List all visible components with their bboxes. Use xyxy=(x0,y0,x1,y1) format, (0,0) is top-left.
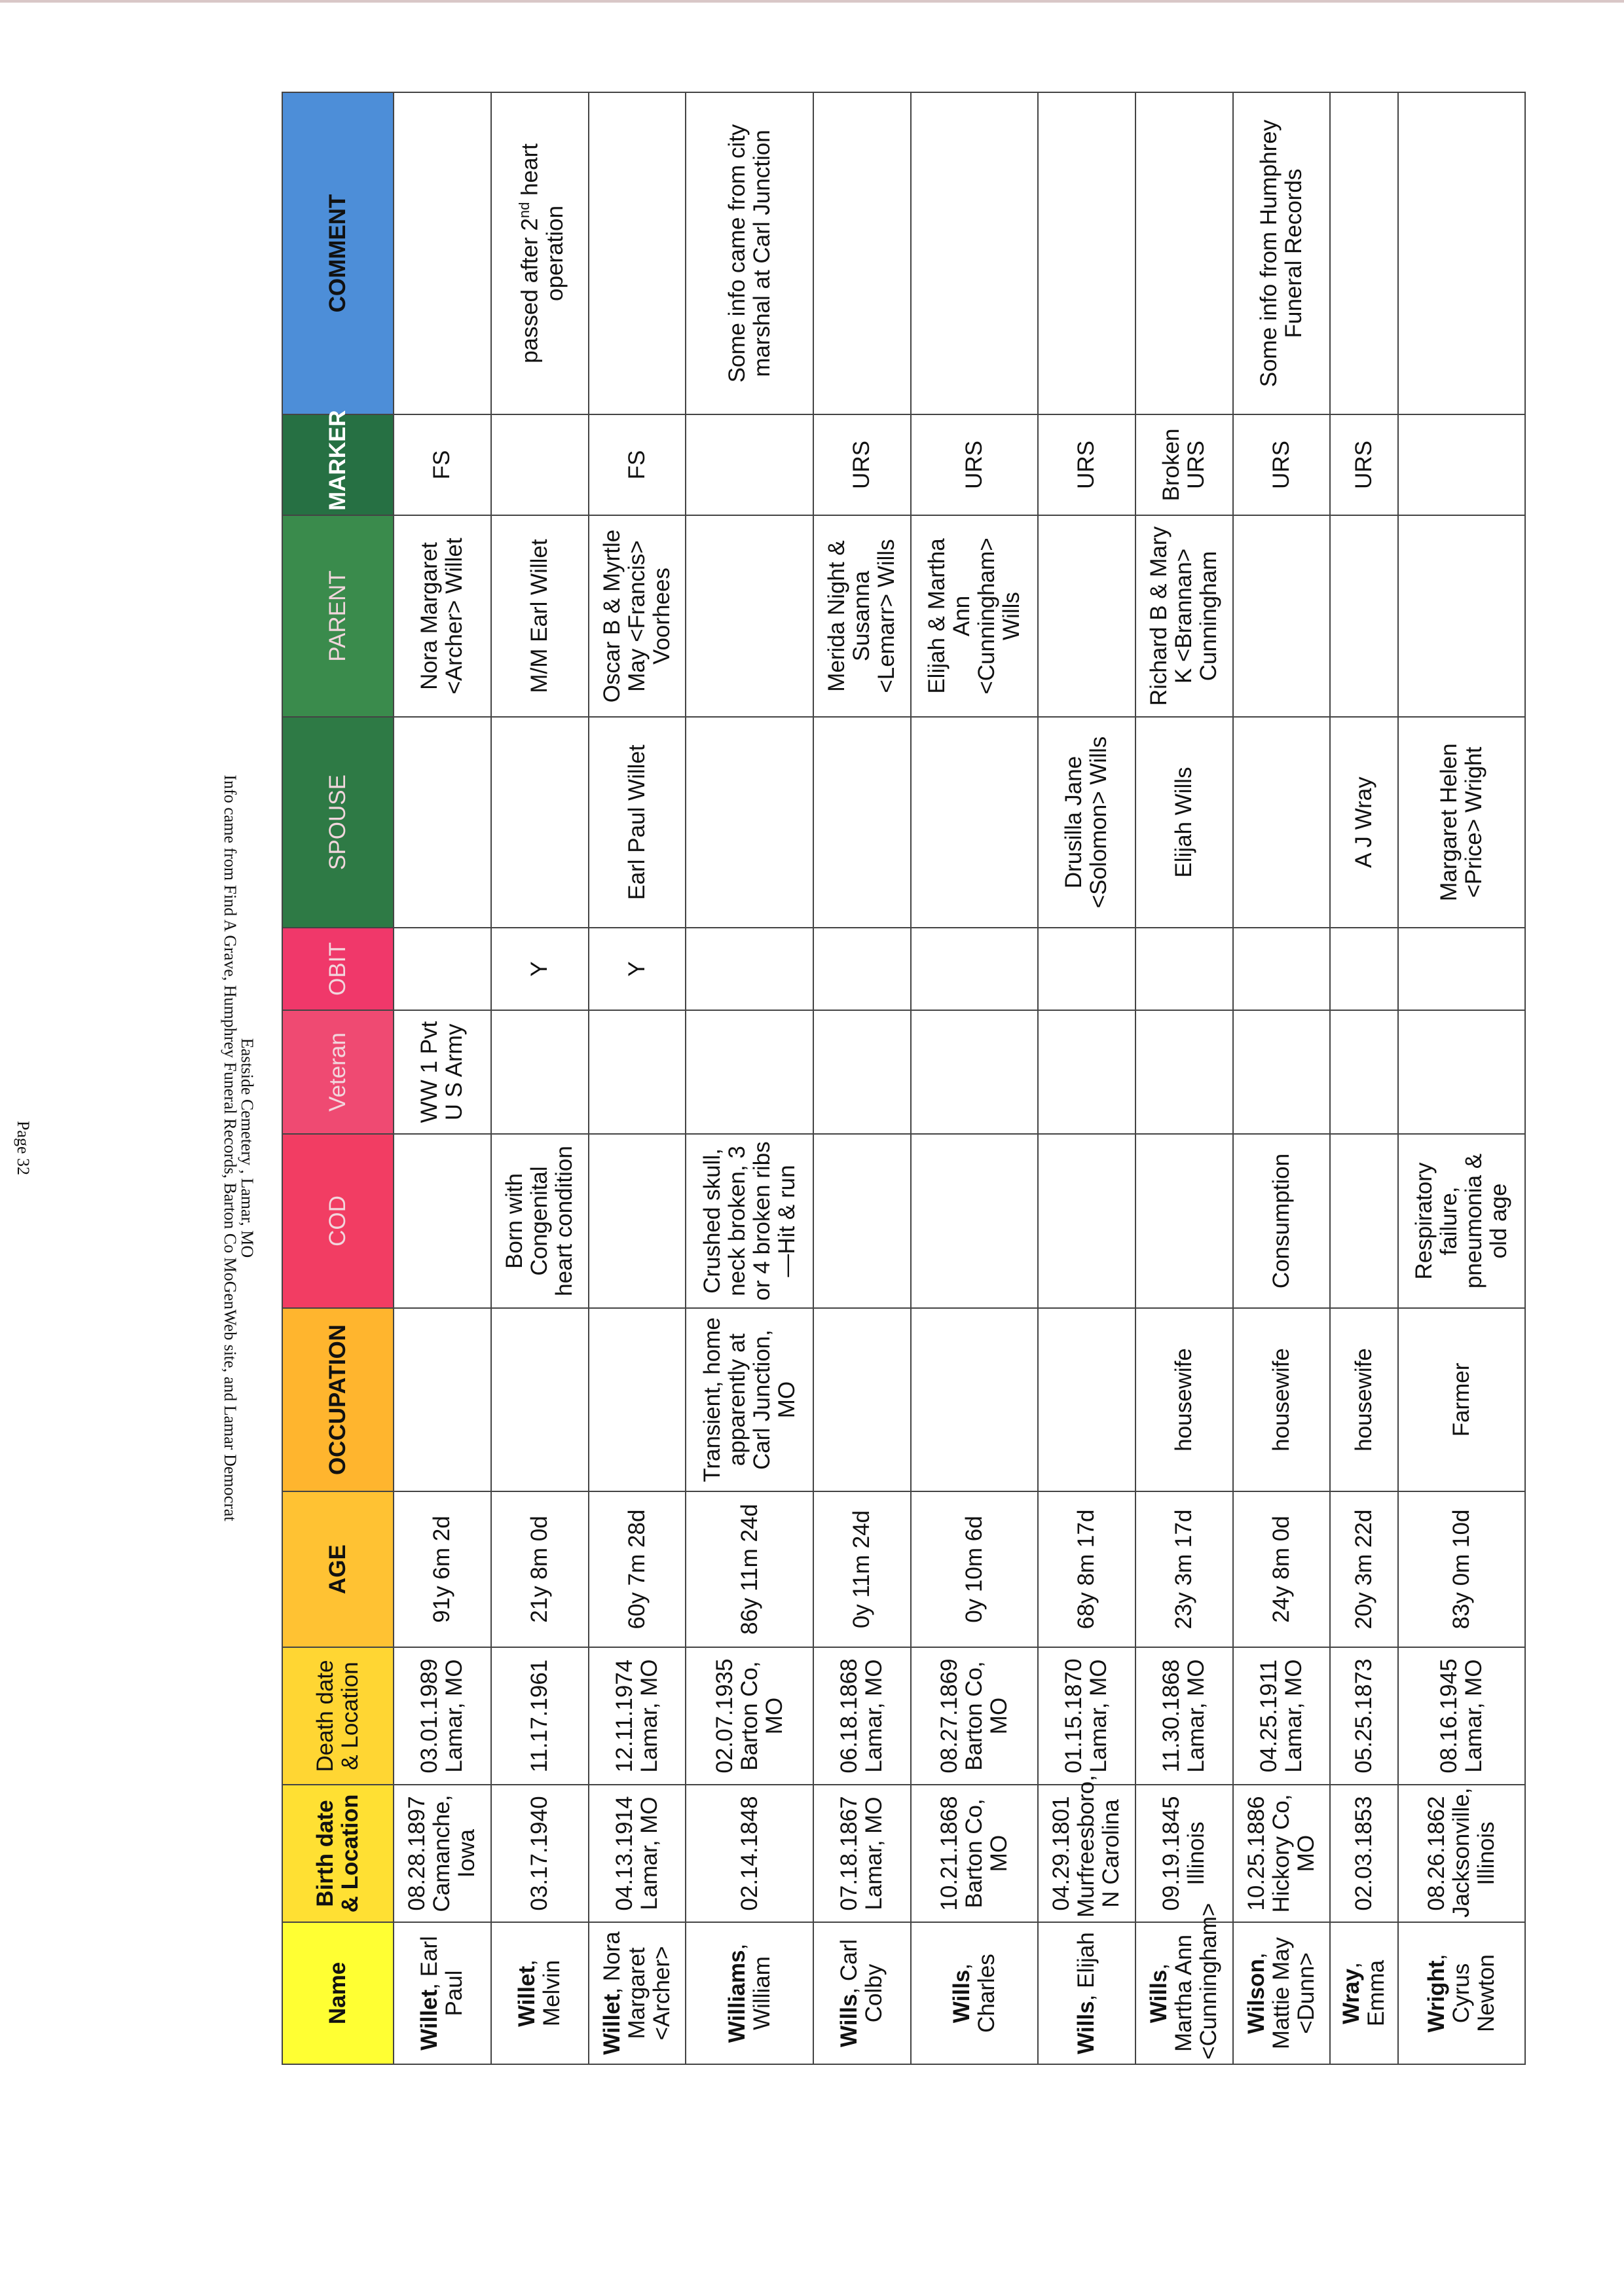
col-header-age: AGE xyxy=(282,1491,394,1647)
page-number: Page 32 xyxy=(14,1120,33,1176)
cell-marker: FS xyxy=(589,414,686,515)
cell-comment xyxy=(1135,92,1233,414)
cell-veteran xyxy=(1233,1010,1331,1134)
col-header-name: Name xyxy=(282,1922,394,2064)
cell-spouse xyxy=(491,717,589,928)
cell-birth: 07.18.1867 Lamar, MO xyxy=(813,1785,911,1922)
cell-parent: Elijah & Martha Ann <Cunningham> Wills xyxy=(911,515,1038,717)
cell-age: 91y 6m 2d xyxy=(394,1491,491,1647)
cell-obit xyxy=(1135,928,1233,1010)
cell-spouse xyxy=(813,717,911,928)
cell-veteran xyxy=(1038,1010,1135,1134)
cell-birth: 04.13.1914 Lamar, MO xyxy=(589,1785,686,1922)
cell-obit xyxy=(911,928,1038,1010)
cell-marker: URS xyxy=(1233,414,1331,515)
cell-comment xyxy=(1398,92,1525,414)
cell-veteran xyxy=(813,1010,911,1134)
cell-obit: Y xyxy=(589,928,686,1010)
cell-spouse: Drusilla Jane <Solomon> Wills xyxy=(1038,717,1135,928)
col-header-parent: PARENT xyxy=(282,515,394,717)
cell-veteran xyxy=(491,1010,589,1134)
cell-marker: Broken URS xyxy=(1135,414,1233,515)
cell-death: 01.15.1870 Lamar, MO xyxy=(1038,1647,1135,1785)
cell-comment: passed after 2nd heart operation xyxy=(491,92,589,414)
cell-name: Wills, Elijah xyxy=(1038,1922,1135,2064)
cell-birth: 04.29.1801 Murfreesboro, N Carolina xyxy=(1038,1785,1135,1922)
cell-name: Wills, Charles xyxy=(911,1922,1038,2064)
cell-death: 05.25.1873 xyxy=(1330,1647,1397,1785)
cell-name: Willet, Melvin xyxy=(491,1922,589,2064)
cell-obit xyxy=(1038,928,1135,1010)
cell-cod xyxy=(1330,1134,1397,1308)
cell-veteran xyxy=(911,1010,1038,1134)
table-row xyxy=(1330,92,1397,2064)
cell-occupation xyxy=(911,1308,1038,1491)
cell-spouse xyxy=(911,717,1038,928)
cell-death: 06.18.1868 Lamar, MO xyxy=(813,1647,911,1785)
cell-name: Wilson, Mattie May <Dunn> xyxy=(1233,1922,1331,2064)
cell-cod: Born with Congenital heart condition xyxy=(491,1134,589,1308)
cell-spouse: A J Wray xyxy=(1330,717,1397,928)
cell-comment: Some info from Humphrey Funeral Records xyxy=(1233,92,1331,414)
table-row xyxy=(589,92,686,2064)
cell-name: Wray, Emma xyxy=(1330,1922,1397,2064)
cell-comment xyxy=(394,92,491,414)
table-row xyxy=(686,92,813,2064)
table-row xyxy=(813,92,911,2064)
cell-death: 12.11.1974 Lamar, MO xyxy=(589,1647,686,1785)
cell-death: 04.25.1911 Lamar, MO xyxy=(1233,1647,1331,1785)
cell-parent xyxy=(686,515,813,717)
cell-death: 03.01.1989 Lamar, MO xyxy=(394,1647,491,1785)
cell-parent: Merida Night & Susanna <Lemarr> Wills xyxy=(813,515,911,717)
cell-cod xyxy=(911,1134,1038,1308)
cell-obit: Y xyxy=(491,928,589,1010)
cell-name: Willet, Nora Margaret <Archer> xyxy=(589,1922,686,2064)
cell-death: 08.16.1945 Lamar, MO xyxy=(1398,1647,1525,1785)
cell-birth: 09.19.1845 Illinois xyxy=(1135,1785,1233,1922)
cell-comment xyxy=(1330,92,1397,414)
cell-comment xyxy=(1038,92,1135,414)
col-header-comment: COMMENT xyxy=(282,92,394,414)
cell-age: 86y 11m 24d xyxy=(686,1491,813,1647)
col-header-cod: COD xyxy=(282,1134,394,1308)
cell-occupation: Farmer xyxy=(1398,1308,1525,1491)
cell-parent: Nora Margaret <Archer> Willet xyxy=(394,515,491,717)
cell-occupation: housewife xyxy=(1135,1308,1233,1491)
burial-records-table xyxy=(282,92,1526,2065)
col-header-spouse: SPOUSE xyxy=(282,717,394,928)
table-row xyxy=(911,92,1038,2064)
cell-spouse xyxy=(686,717,813,928)
cell-cod: Respiratory failure, pneumonia & old age xyxy=(1398,1134,1525,1308)
cell-birth: 08.26.1862 Jacksonville, Illinois xyxy=(1398,1785,1525,1922)
col-header-birth: Birth date & Location xyxy=(282,1785,394,1922)
cell-parent: Richard B & Mary K <Brannan> Cunningham xyxy=(1135,515,1233,717)
cell-occupation: Transient, home apparently at Carl Junction, MO xyxy=(686,1308,813,1491)
cell-birth: 02.14.1848 xyxy=(686,1785,813,1922)
cell-occupation xyxy=(813,1308,911,1491)
col-header-occupation: OCCUPATION xyxy=(282,1308,394,1491)
cell-name: Williams, William xyxy=(686,1922,813,2064)
cell-obit xyxy=(1330,928,1397,1010)
cell-cod xyxy=(813,1134,911,1308)
cell-age: 24y 8m 0d xyxy=(1233,1491,1331,1647)
cell-parent: Oscar B & Myrtle May <Francis> Voorhees xyxy=(589,515,686,717)
cell-age: 68y 8m 17d xyxy=(1038,1491,1135,1647)
cell-obit xyxy=(394,928,491,1010)
cell-spouse xyxy=(394,717,491,928)
cell-age: 20y 3m 22d xyxy=(1330,1491,1397,1647)
col-header-marker: MARKER xyxy=(282,414,394,515)
cell-comment xyxy=(911,92,1038,414)
cell-cod xyxy=(1038,1134,1135,1308)
cell-comment xyxy=(813,92,911,414)
cell-birth: 08.28.1897 Camanche, Iowa xyxy=(394,1785,491,1922)
cell-occupation: housewife xyxy=(1233,1308,1331,1491)
cell-obit xyxy=(1233,928,1331,1010)
cell-occupation xyxy=(491,1308,589,1491)
cell-age: 0y 10m 6d xyxy=(911,1491,1038,1647)
cell-spouse: Margaret Helen <Price> Wright xyxy=(1398,717,1525,928)
cell-spouse: Earl Paul Willet xyxy=(589,717,686,928)
cell-spouse xyxy=(1233,717,1331,928)
cell-name: Wright, Cyrus Newton xyxy=(1398,1922,1525,2064)
cell-birth: 02.03.1853 xyxy=(1330,1785,1397,1922)
cell-cod: Crushed skull, neck broken, 3 or 4 broken ribs—Hit & run xyxy=(686,1134,813,1308)
cell-occupation: housewife xyxy=(1330,1308,1397,1491)
cell-marker xyxy=(491,414,589,515)
cell-cod xyxy=(394,1134,491,1308)
cell-marker xyxy=(1398,414,1525,515)
table-row xyxy=(1398,92,1525,2064)
cell-parent xyxy=(1038,515,1135,717)
cell-parent xyxy=(1330,515,1397,717)
cell-occupation xyxy=(589,1308,686,1491)
table-row xyxy=(1135,92,1233,2064)
table-row xyxy=(1038,92,1135,2064)
cell-age: 60y 7m 28d xyxy=(589,1491,686,1647)
cell-name: Wills, Carl Colby xyxy=(813,1922,911,2064)
cell-marker xyxy=(686,414,813,515)
cell-obit xyxy=(1398,928,1525,1010)
cell-veteran xyxy=(1330,1010,1397,1134)
cell-death: 02.07.1935 Barton Co, MO xyxy=(686,1647,813,1785)
cell-parent: M/M Earl Willet xyxy=(491,515,589,717)
col-header-death: Death date & Location xyxy=(282,1647,394,1785)
cell-marker: URS xyxy=(1330,414,1397,515)
cell-age: 0y 11m 24d xyxy=(813,1491,911,1647)
cell-cod: Consumption xyxy=(1233,1134,1331,1308)
cell-comment xyxy=(589,92,686,414)
cell-marker: URS xyxy=(1038,414,1135,515)
cell-age: 83y 0m 10d xyxy=(1398,1491,1525,1647)
header-title: Eastside Cemetery , Lamar, MO xyxy=(238,1038,257,1258)
cell-veteran xyxy=(686,1010,813,1134)
cell-occupation xyxy=(394,1308,491,1491)
cell-name: Wills, Martha Ann <Cunningham> xyxy=(1135,1922,1233,2064)
cell-spouse: Elijah Wills xyxy=(1135,717,1233,928)
cell-name: Willet, Earl Paul xyxy=(394,1922,491,2064)
col-header-veteran: Veteran xyxy=(282,1010,394,1134)
cell-birth: 03.17.1940 xyxy=(491,1785,589,1922)
header-row xyxy=(282,92,394,2064)
table-row xyxy=(394,92,491,2064)
cell-obit xyxy=(813,928,911,1010)
cell-death: 11.17.1961 xyxy=(491,1647,589,1785)
cell-cod xyxy=(1135,1134,1233,1308)
cell-death: 11.30.1868 Lamar, MO xyxy=(1135,1647,1233,1785)
cell-veteran xyxy=(1398,1010,1525,1134)
cell-marker: URS xyxy=(911,414,1038,515)
cell-birth: 10.21.1868 Barton Co, MO xyxy=(911,1785,1038,1922)
cell-marker: FS xyxy=(394,414,491,515)
cell-age: 21y 8m 0d xyxy=(491,1491,589,1647)
cell-marker: URS xyxy=(813,414,911,515)
cell-veteran xyxy=(1135,1010,1233,1134)
header-sources: Info came from Find A Grave, Humphrey Funeral Records, Barton Co MoGenWeb site, and Lamar Democrat xyxy=(221,774,240,1522)
cell-cod xyxy=(589,1134,686,1308)
cell-comment: Some info came from city marshal at Carl Junction xyxy=(686,92,813,414)
cell-veteran: WW 1 Pvt U S Army xyxy=(394,1010,491,1134)
cell-parent xyxy=(1398,515,1525,717)
cell-age: 23y 3m 17d xyxy=(1135,1491,1233,1647)
cell-occupation xyxy=(1038,1308,1135,1491)
col-header-obit: OBIT xyxy=(282,928,394,1010)
cell-veteran xyxy=(589,1010,686,1134)
table-row xyxy=(1233,92,1331,2064)
cell-obit xyxy=(686,928,813,1010)
cell-death: 08.27.1869 Barton Co, MO xyxy=(911,1647,1038,1785)
cell-parent xyxy=(1233,515,1331,717)
table-row xyxy=(491,92,589,2064)
cell-birth: 10.25.1886 Hickory Co, MO xyxy=(1233,1785,1331,1922)
